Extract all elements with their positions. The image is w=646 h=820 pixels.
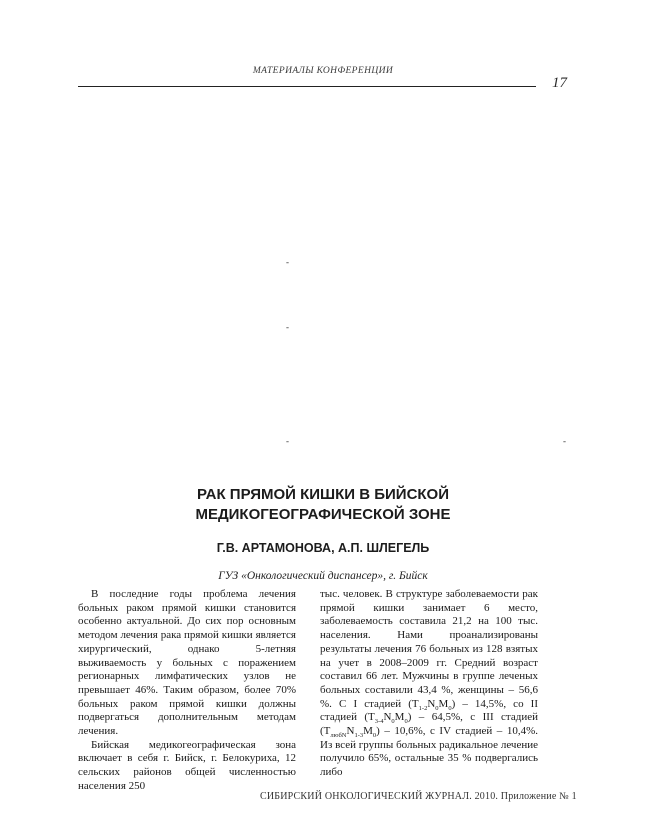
dash-mark-4: - [563, 436, 566, 446]
article-title [60, 485, 586, 525]
stage3-n: N [346, 725, 355, 738]
stage2-n-sub: 0 [391, 718, 395, 726]
stage1-m-sub: 0 [448, 704, 452, 712]
article-affiliation: ГУЗ «Онкологический диспансер», г. Бийск [218, 570, 428, 582]
stage2-n: N [383, 711, 392, 724]
stage3-t-sub: любN [330, 732, 347, 740]
right-paragraph-1 [320, 588, 538, 780]
right-column [320, 588, 538, 780]
title-line-1: РАК ПРЯМОЙ КИШКИ В БИЙСКОЙ [196, 486, 450, 503]
stage1-n-sub: 0 [435, 704, 439, 712]
page-number: 17 [552, 75, 567, 91]
dash-mark-1: - [286, 257, 289, 267]
header-rule [78, 86, 536, 87]
stage1-m: M [438, 697, 449, 710]
dash-mark-3: - [286, 436, 289, 446]
article-authors: Г.В. АРТАМОНОВА, А.П. ШЛЕГЕЛЬ [216, 541, 430, 555]
stage3-n-sub: 1-3 [354, 732, 364, 740]
dash-mark-2: - [286, 322, 289, 332]
left-paragraph-1: В последние годы проблема лечения больных раком прямой кишки становится особенно актуальной. До сих пор основным методом лечения рака прямой кишки является хирургический, однако 5-летняя выживаемость у больных с поражением регионарных лимфатических узлов не превышает 46%. Таким образом, более 70% больных раком прямой кишки должны подвергаться дополнительным методам лечения. [78, 588, 296, 738]
stage2-value: ) – 64,5%, с III стадией (T [320, 711, 539, 738]
stage1-value: ) – 14,5%, со II стадией (T [320, 697, 538, 724]
right-text-start: тыс. человек. В структуре заболеваемости рак прямой кишки занимает 6 место, заболеваемость составила 21,2 на 100 тыс. населения. Нами проанализированы результаты лечения 76 больных из 128 взятых на учет в 2008–2009 гг. Средний возраст составил 66 лет. Мужчины в группе леченых больных составили 43,4 %, женщины – 56,6 %. С I стадией (T [320, 588, 538, 710]
left-paragraph-2: Бийская медикогеографическая зона включает в себя г. Бийск, г. Белокуриха, 12 сельских районов общей численностью населения 250 [78, 738, 296, 792]
journal-footer: СИБИРСКИЙ ОНКОЛОГИЧЕСКИЙ ЖУРНАЛ. 2010. Приложение № 1 [260, 791, 577, 802]
running-head: МАТЕРИАЛЫ КОНФЕРЕНЦИИ [252, 66, 394, 76]
stage2-m-sub: 0 [404, 718, 408, 726]
stage3-m: M [363, 725, 373, 738]
stage2-t-sub: 3-4 [374, 718, 384, 726]
stage1-t-sub: 1-2 [418, 704, 428, 712]
stage3-value: ) – 10,6%, с IV стадией – 10,4%. Из всей группы больных радикальное лечение получило 65%, остальные 35 % подвергались либо [320, 725, 538, 779]
stage1-n: N [427, 697, 436, 710]
stage2-m: M [394, 711, 405, 724]
left-column [78, 588, 296, 794]
title-line-2: МЕДИКОГЕОГРАФИЧЕСКОЙ ЗОНЕ [195, 506, 451, 523]
stage3-m-sub: 0 [372, 732, 377, 740]
